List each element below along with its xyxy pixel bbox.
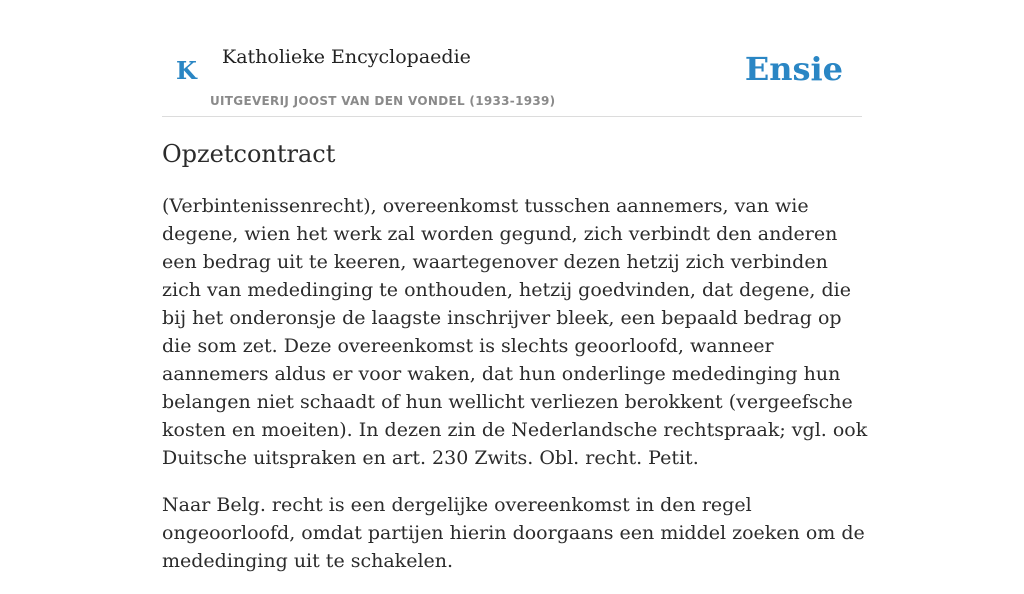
- article-body: [162, 192, 868, 594]
- publisher-subtitle: UITGEVERIJ JOOST VAN DEN VONDEL (1933-1939): [210, 94, 556, 108]
- article-paragraph: Naar Belg. recht is een dergelijke overeenkomst in den regel ongeoorloofd, omdat partijen hierin doorgaans een middel zoeken om de mededinging uit te schakelen.: [162, 494, 865, 572]
- article-paragraph: (Verbintenissenrecht), overeenkomst tusschen aannemers, van wie degene, wien het werk zal worden gegund, zich verbindt den anderen een bedrag uit te keeren, waartegenover dezen hetzij zich verbinden zich van mededinging te onthouden, hetzij goedvinden, dat degene, die bij het onderonsje de laagste inschrijver bleek, een bepaald bedrag op die som zet. Deze overeenkomst is slechts geoorloofd, wanneer aannemers aldus er voor waken, dat hun onderlinge mededinging hun belangen niet schaadt of hun wellicht verliezen berokkent (vergeefsche kosten en moeiten). In dezen zin de Nederlandsche rechtspraak; vgl. ook Duitsche uitspraken en art. 230 Zwits. Obl. recht. Petit.: [162, 195, 868, 469]
- publication-title[interactable]: Katholieke Encyclopaedie: [222, 46, 471, 68]
- ensie-brand-logo[interactable]: Ensie: [744, 50, 843, 88]
- article-title: Opzetcontract: [162, 140, 336, 168]
- site-header: [162, 0, 862, 117]
- encyclopedia-logo[interactable]: K: [176, 56, 197, 85]
